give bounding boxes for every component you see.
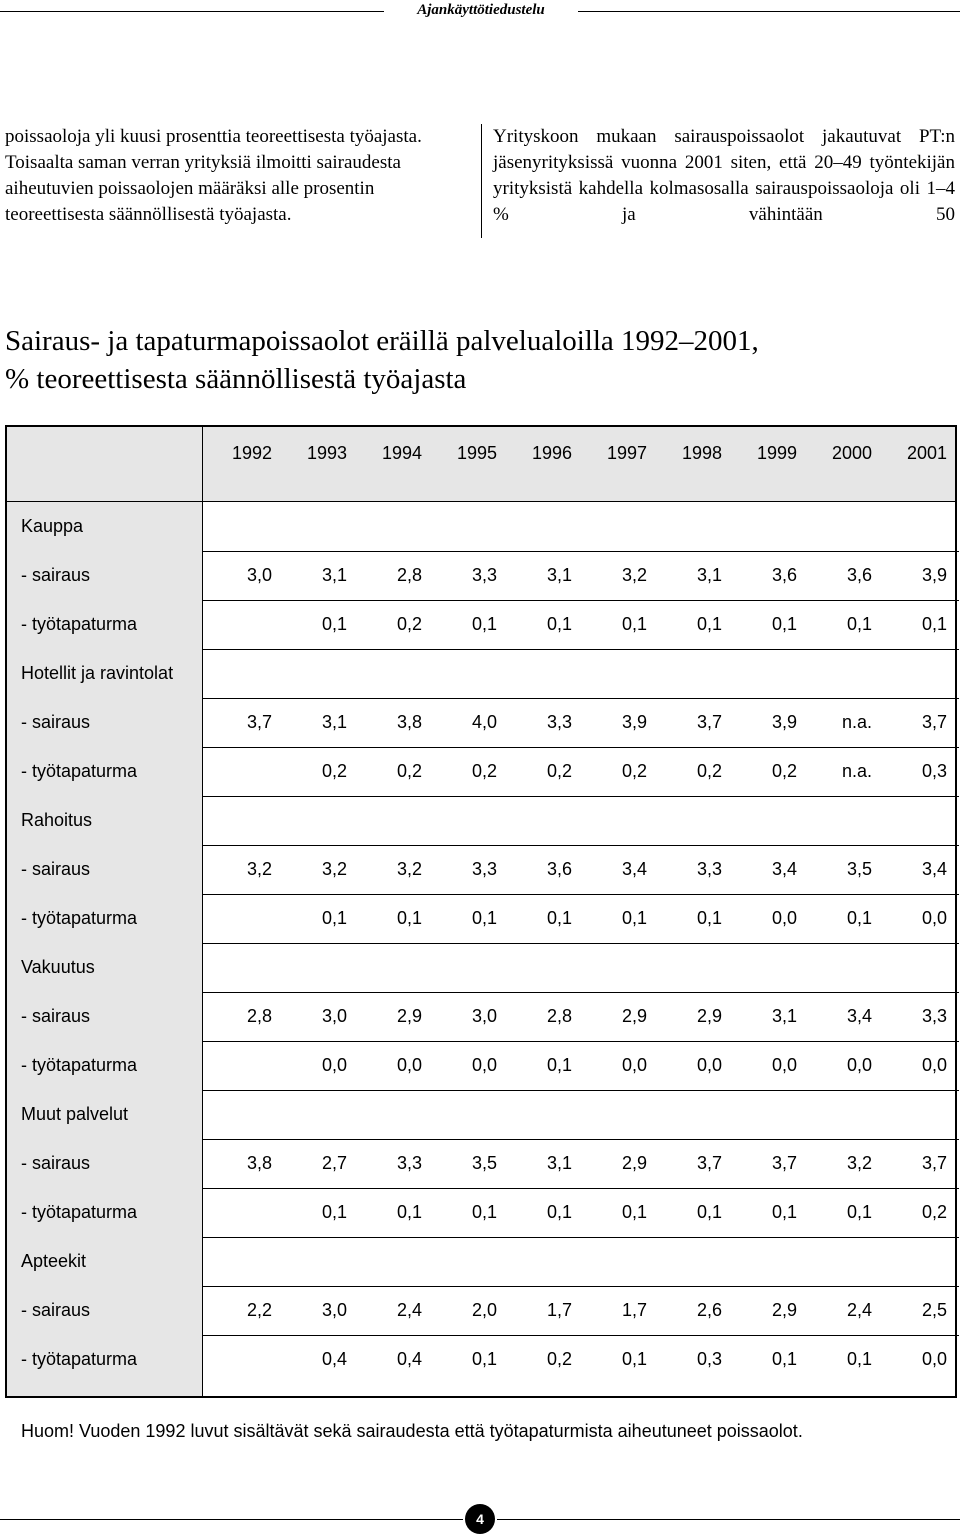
year-header-cell: 1995 bbox=[456, 443, 497, 463]
value-cell: 2,9 bbox=[696, 1006, 722, 1026]
footer-rule-left bbox=[0, 1519, 463, 1520]
table-row bbox=[7, 1041, 955, 1090]
value-cell: 1,7 bbox=[546, 1300, 572, 1320]
value-cell: 0,1 bbox=[696, 1202, 722, 1222]
value-cell: 2,8 bbox=[396, 565, 422, 585]
value-cell: 3,5 bbox=[846, 859, 872, 879]
category-label: Hotellit ja ravintolat bbox=[21, 663, 174, 683]
row-label: - työtapaturma bbox=[21, 1202, 138, 1222]
value-cell: 2,7 bbox=[321, 1153, 347, 1173]
value-cell: 0,1 bbox=[621, 1349, 647, 1369]
row-label: - sairaus bbox=[21, 1153, 91, 1173]
category-label: Apteekit bbox=[21, 1251, 87, 1271]
value-cell: 0,4 bbox=[321, 1349, 347, 1369]
value-cell: 0,0 bbox=[921, 908, 947, 928]
value-cell: 0,2 bbox=[546, 1349, 572, 1369]
table-row bbox=[7, 1286, 955, 1335]
value-cell: 0,1 bbox=[546, 1055, 572, 1075]
value-cell: 3,3 bbox=[471, 565, 497, 585]
value-cell: 0,0 bbox=[921, 1349, 947, 1369]
value-cell: 2,8 bbox=[246, 1006, 272, 1026]
value-cell: 2,4 bbox=[396, 1300, 422, 1320]
year-header-cell: 1997 bbox=[606, 443, 647, 463]
value-cell: 0,1 bbox=[846, 614, 872, 634]
value-cell: 2,6 bbox=[696, 1300, 722, 1320]
absence-table bbox=[5, 425, 957, 1398]
table-row bbox=[7, 698, 955, 747]
value-cell: 0,1 bbox=[546, 614, 572, 634]
value-cell: 0,1 bbox=[396, 1202, 422, 1222]
value-cell: 0,0 bbox=[321, 1055, 347, 1075]
category-row bbox=[7, 943, 955, 992]
row-label: - sairaus bbox=[21, 565, 91, 585]
value-cell: 0,2 bbox=[471, 761, 497, 781]
value-cell: 0,0 bbox=[921, 1055, 947, 1075]
year-header-cell: 1994 bbox=[381, 443, 422, 463]
value-cell: 0,0 bbox=[471, 1055, 497, 1075]
value-cell: n.a. bbox=[841, 712, 872, 732]
row-label: - työtapaturma bbox=[21, 1349, 138, 1369]
value-cell: 3,3 bbox=[471, 859, 497, 879]
value-cell: 0,1 bbox=[621, 614, 647, 634]
value-cell: 0,1 bbox=[696, 908, 722, 928]
header-rule-right bbox=[578, 11, 960, 12]
table-row bbox=[7, 1335, 955, 1384]
value-cell: 2,5 bbox=[921, 1300, 947, 1320]
value-cell: 0,0 bbox=[771, 1055, 797, 1075]
value-cell: 3,0 bbox=[321, 1300, 347, 1320]
value-cell: 2,4 bbox=[846, 1300, 872, 1320]
year-header-cell: 1996 bbox=[531, 443, 572, 463]
value-cell: 3,1 bbox=[696, 565, 722, 585]
running-header bbox=[0, 0, 960, 24]
value-cell: 3,3 bbox=[396, 1153, 422, 1173]
value-cell: 0,2 bbox=[621, 761, 647, 781]
value-cell: 3,1 bbox=[546, 1153, 572, 1173]
value-cell: 0,1 bbox=[321, 908, 347, 928]
category-label: Muut palvelut bbox=[21, 1104, 129, 1124]
value-cell: 3,9 bbox=[921, 565, 947, 585]
category-label: Kauppa bbox=[21, 516, 84, 536]
value-cell: 0,0 bbox=[696, 1055, 722, 1075]
value-cell: 0,2 bbox=[396, 761, 422, 781]
value-cell: 0,1 bbox=[771, 1202, 797, 1222]
value-cell: 0,3 bbox=[921, 761, 947, 781]
row-label: - työtapaturma bbox=[21, 908, 138, 928]
value-cell: 0,1 bbox=[471, 1349, 497, 1369]
value-cell: 0,1 bbox=[846, 908, 872, 928]
year-header-cell: 2000 bbox=[831, 443, 872, 463]
value-cell: 2,0 bbox=[471, 1300, 497, 1320]
value-cell: 2,9 bbox=[621, 1006, 647, 1026]
page-number: 4 bbox=[465, 1504, 495, 1534]
value-cell: 0,2 bbox=[921, 1202, 947, 1222]
category-row bbox=[7, 1090, 955, 1139]
value-cell: 0,3 bbox=[696, 1349, 722, 1369]
table-row bbox=[7, 1139, 955, 1188]
left-column-text: poissaoloja yli kuusi prosenttia teoreettisesta työajasta. Toisaalta saman verran yrityksiä ilmoitti sairaudesta aiheutuvien poissaolojen määräksi alle prosentin teoreettisesta säännöllisestä työajasta. bbox=[5, 126, 422, 225]
value-cell: 0,1 bbox=[621, 1202, 647, 1222]
year-header-cell: 1998 bbox=[681, 443, 722, 463]
year-header-cell: 1999 bbox=[756, 443, 797, 463]
value-cell: 3,7 bbox=[771, 1153, 797, 1173]
table-title bbox=[5, 322, 955, 398]
year-header-cell: 1993 bbox=[306, 443, 347, 463]
category-row bbox=[7, 796, 955, 845]
value-cell: 0,1 bbox=[546, 1202, 572, 1222]
row-label: - työtapaturma bbox=[21, 761, 138, 781]
value-cell: 0,1 bbox=[921, 614, 947, 634]
value-cell: 3,5 bbox=[471, 1153, 497, 1173]
year-header-cell: 2001 bbox=[906, 443, 947, 463]
header-rule-left bbox=[0, 11, 384, 12]
value-cell: 3,6 bbox=[546, 859, 572, 879]
value-cell: 0,2 bbox=[396, 614, 422, 634]
row-label: - työtapaturma bbox=[21, 614, 138, 634]
value-cell: 3,2 bbox=[321, 859, 347, 879]
table-row bbox=[7, 747, 955, 796]
value-cell: 3,6 bbox=[846, 565, 872, 585]
table-row bbox=[7, 1188, 955, 1237]
table-row bbox=[7, 992, 955, 1041]
value-cell: 3,9 bbox=[621, 712, 647, 732]
value-cell: 0,2 bbox=[696, 761, 722, 781]
value-cell: 0,2 bbox=[321, 761, 347, 781]
value-cell: 3,7 bbox=[246, 712, 272, 732]
year-header-row bbox=[7, 427, 955, 502]
value-cell: 0,1 bbox=[771, 614, 797, 634]
value-cell: 0,4 bbox=[396, 1349, 422, 1369]
table-title-line2: % teoreettisesta säännöllisestä työajasta bbox=[5, 363, 467, 395]
value-cell: 3,4 bbox=[846, 1006, 872, 1026]
value-cell: 0,0 bbox=[846, 1055, 872, 1075]
value-cell: 3,2 bbox=[621, 565, 647, 585]
value-cell: 3,2 bbox=[246, 859, 272, 879]
value-cell: 3,2 bbox=[846, 1153, 872, 1173]
year-header-cell: 1992 bbox=[231, 443, 272, 463]
value-cell: 0,2 bbox=[771, 761, 797, 781]
right-column-text: Yrityskoon mukaan sairauspoissaolot jakautuvat PT:n jäsenyrityksissä vuonna 2001 siten, että 20–49 työntekijän yrityksistä kahdella kolmasosalla sairauspoissaoloja oli 1–4 % ja vähintään 50 bbox=[493, 126, 955, 225]
value-cell: 1,7 bbox=[621, 1300, 647, 1320]
value-cell: 3,3 bbox=[696, 859, 722, 879]
value-cell: 0,1 bbox=[771, 1349, 797, 1369]
value-cell: 0,1 bbox=[396, 908, 422, 928]
footer-rule-right bbox=[497, 1519, 960, 1520]
category-row bbox=[7, 502, 955, 551]
value-cell: 3,1 bbox=[771, 1006, 797, 1026]
value-cell: 3,8 bbox=[396, 712, 422, 732]
row-label: - sairaus bbox=[21, 1006, 91, 1026]
value-cell: 3,7 bbox=[696, 712, 722, 732]
column-divider bbox=[481, 124, 482, 238]
value-cell: 0,0 bbox=[771, 908, 797, 928]
category-label: Rahoitus bbox=[21, 810, 93, 830]
table-row bbox=[7, 845, 955, 894]
value-cell: 3,0 bbox=[246, 565, 272, 585]
value-cell: n.a. bbox=[841, 761, 872, 781]
value-cell: 3,4 bbox=[621, 859, 647, 879]
value-cell: 0,1 bbox=[546, 908, 572, 928]
value-cell: 3,0 bbox=[321, 1006, 347, 1026]
value-cell: 0,1 bbox=[471, 1202, 497, 1222]
row-label: - sairaus bbox=[21, 859, 91, 879]
table-row bbox=[7, 551, 955, 600]
value-cell: 3,1 bbox=[321, 565, 347, 585]
value-cell: 0,1 bbox=[846, 1202, 872, 1222]
value-cell: 0,1 bbox=[471, 614, 497, 634]
value-cell: 0,1 bbox=[471, 908, 497, 928]
value-cell: 0,1 bbox=[846, 1349, 872, 1369]
value-cell: 3,7 bbox=[921, 1153, 947, 1173]
value-cell: 0,0 bbox=[621, 1055, 647, 1075]
table-row bbox=[7, 600, 955, 649]
table-row bbox=[7, 894, 955, 943]
value-cell: 0,1 bbox=[321, 614, 347, 634]
row-label: - sairaus bbox=[21, 1300, 91, 1320]
value-cell: 0,1 bbox=[321, 1202, 347, 1222]
value-cell: 3,4 bbox=[921, 859, 947, 879]
value-cell: 3,1 bbox=[321, 712, 347, 732]
value-cell: 2,2 bbox=[246, 1300, 272, 1320]
footnote: Huom! Vuoden 1992 luvut sisältävät sekä sairaudesta että työtapaturmista aiheutuneet poissaolot. bbox=[21, 1421, 803, 1441]
category-row bbox=[7, 649, 955, 698]
category-row bbox=[7, 1237, 955, 1286]
value-cell: 3,7 bbox=[921, 712, 947, 732]
value-cell: 3,4 bbox=[771, 859, 797, 879]
value-cell: 3,1 bbox=[546, 565, 572, 585]
value-cell: 3,3 bbox=[546, 712, 572, 732]
header-title: Ajankäyttötiedustelu bbox=[417, 2, 545, 18]
table-title-line1: Sairaus- ja tapaturmapoissaolot eräillä palvelualoilla 1992–2001, bbox=[5, 325, 759, 357]
value-cell: 3,9 bbox=[771, 712, 797, 732]
row-label: - työtapaturma bbox=[21, 1055, 138, 1075]
value-cell: 3,0 bbox=[471, 1006, 497, 1026]
value-cell: 2,9 bbox=[621, 1153, 647, 1173]
row-label: - sairaus bbox=[21, 712, 91, 732]
value-cell: 2,8 bbox=[546, 1006, 572, 1026]
value-cell: 0,1 bbox=[696, 614, 722, 634]
value-cell: 0,2 bbox=[546, 761, 572, 781]
value-cell: 3,8 bbox=[246, 1153, 272, 1173]
value-cell: 2,9 bbox=[396, 1006, 422, 1026]
value-cell: 4,0 bbox=[471, 712, 497, 732]
value-cell: 0,1 bbox=[621, 908, 647, 928]
value-cell: 2,9 bbox=[771, 1300, 797, 1320]
value-cell: 3,6 bbox=[771, 565, 797, 585]
category-label: Vakuutus bbox=[21, 957, 95, 977]
value-cell: 3,2 bbox=[396, 859, 422, 879]
value-cell: 3,7 bbox=[696, 1153, 722, 1173]
value-cell: 3,3 bbox=[921, 1006, 947, 1026]
value-cell: 0,0 bbox=[396, 1055, 422, 1075]
